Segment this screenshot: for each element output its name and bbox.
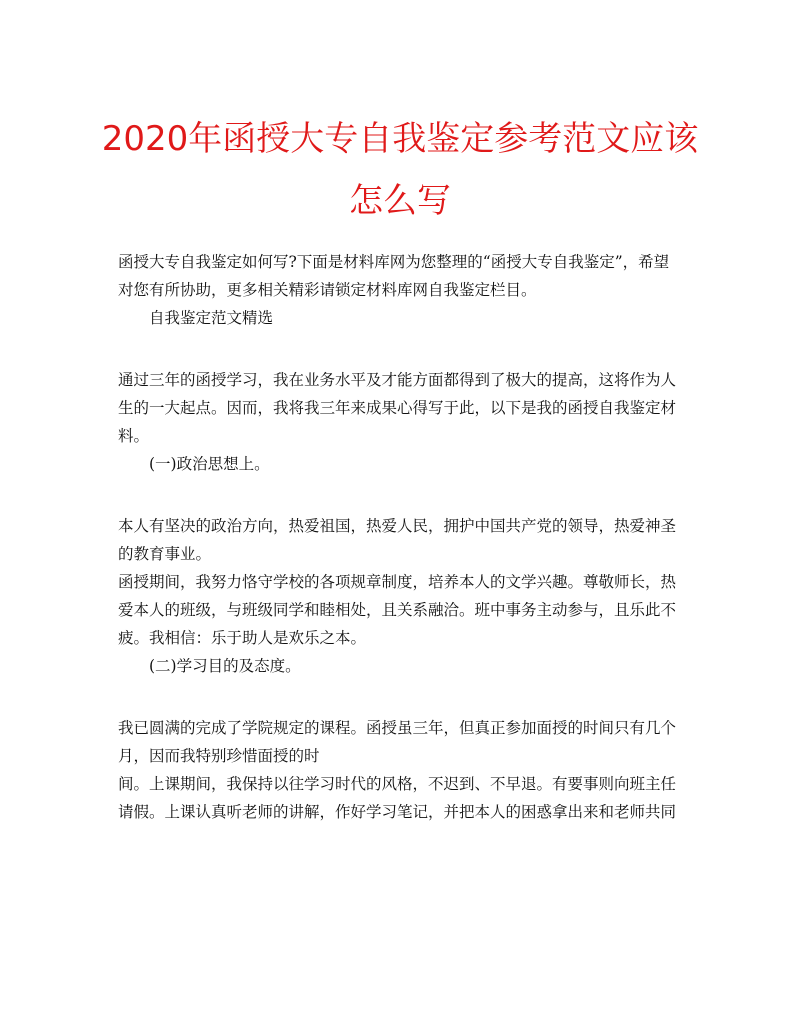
- paragraph-gap: [118, 332, 680, 366]
- intro-paragraph: 函授大专自我鉴定如何写?下面是材料库网为您整理的“函授大专自我鉴定”，希望对您有所协助，更多相关精彩请锁定材料库网自我鉴定栏目。: [118, 253, 670, 299]
- section-heading: 自我鉴定范文精选: [149, 309, 274, 327]
- paragraph-gap: [118, 478, 680, 512]
- subheading: (二)学习目的及态度。: [149, 657, 301, 675]
- document-body: [118, 248, 680, 826]
- document-title: 2020年函授大专自我鉴定参考范文应该怎么写: [101, 119, 699, 221]
- body-paragraph: 本人有坚决的政治方向，热爱祖国，热爱人民，拥护中国共产党的领导，热爱神圣的教育事业。: [118, 517, 677, 563]
- body-paragraph: 通过三年的函授学习，我在业务水平及才能方面都得到了极大的提高，这将作为人生的一大起点。因而，我将我三年来成果心得写于此，以下是我的函授自我鉴定材料。: [118, 371, 677, 445]
- body-paragraph: 函授期间，我努力恪守学校的各项规章制度，培养本人的文学兴趣。尊敬师长，热爱本人的班级，与班级同学和睦相处，且关系融洽。班中事务主动参与，且乐此不 疲。我相信：乐于助人是欢乐之本。: [118, 573, 677, 647]
- paragraph-gap: [118, 680, 680, 714]
- body-paragraph: 间。上课期间，我保持以往学习时代的风格，不迟到、不早退。有要事则向班主任请假。上课认真听老师的讲解，作好学习笔记，并把本人的困惑拿出来和老师共同: [118, 775, 677, 821]
- subheading: (一)政治思想上。: [149, 455, 270, 473]
- body-paragraph: 我已圆满的完成了学院规定的课程。函授虽三年，但真正参加面授的时间只有几个月，因而我特别珍惜面授的时: [118, 719, 677, 765]
